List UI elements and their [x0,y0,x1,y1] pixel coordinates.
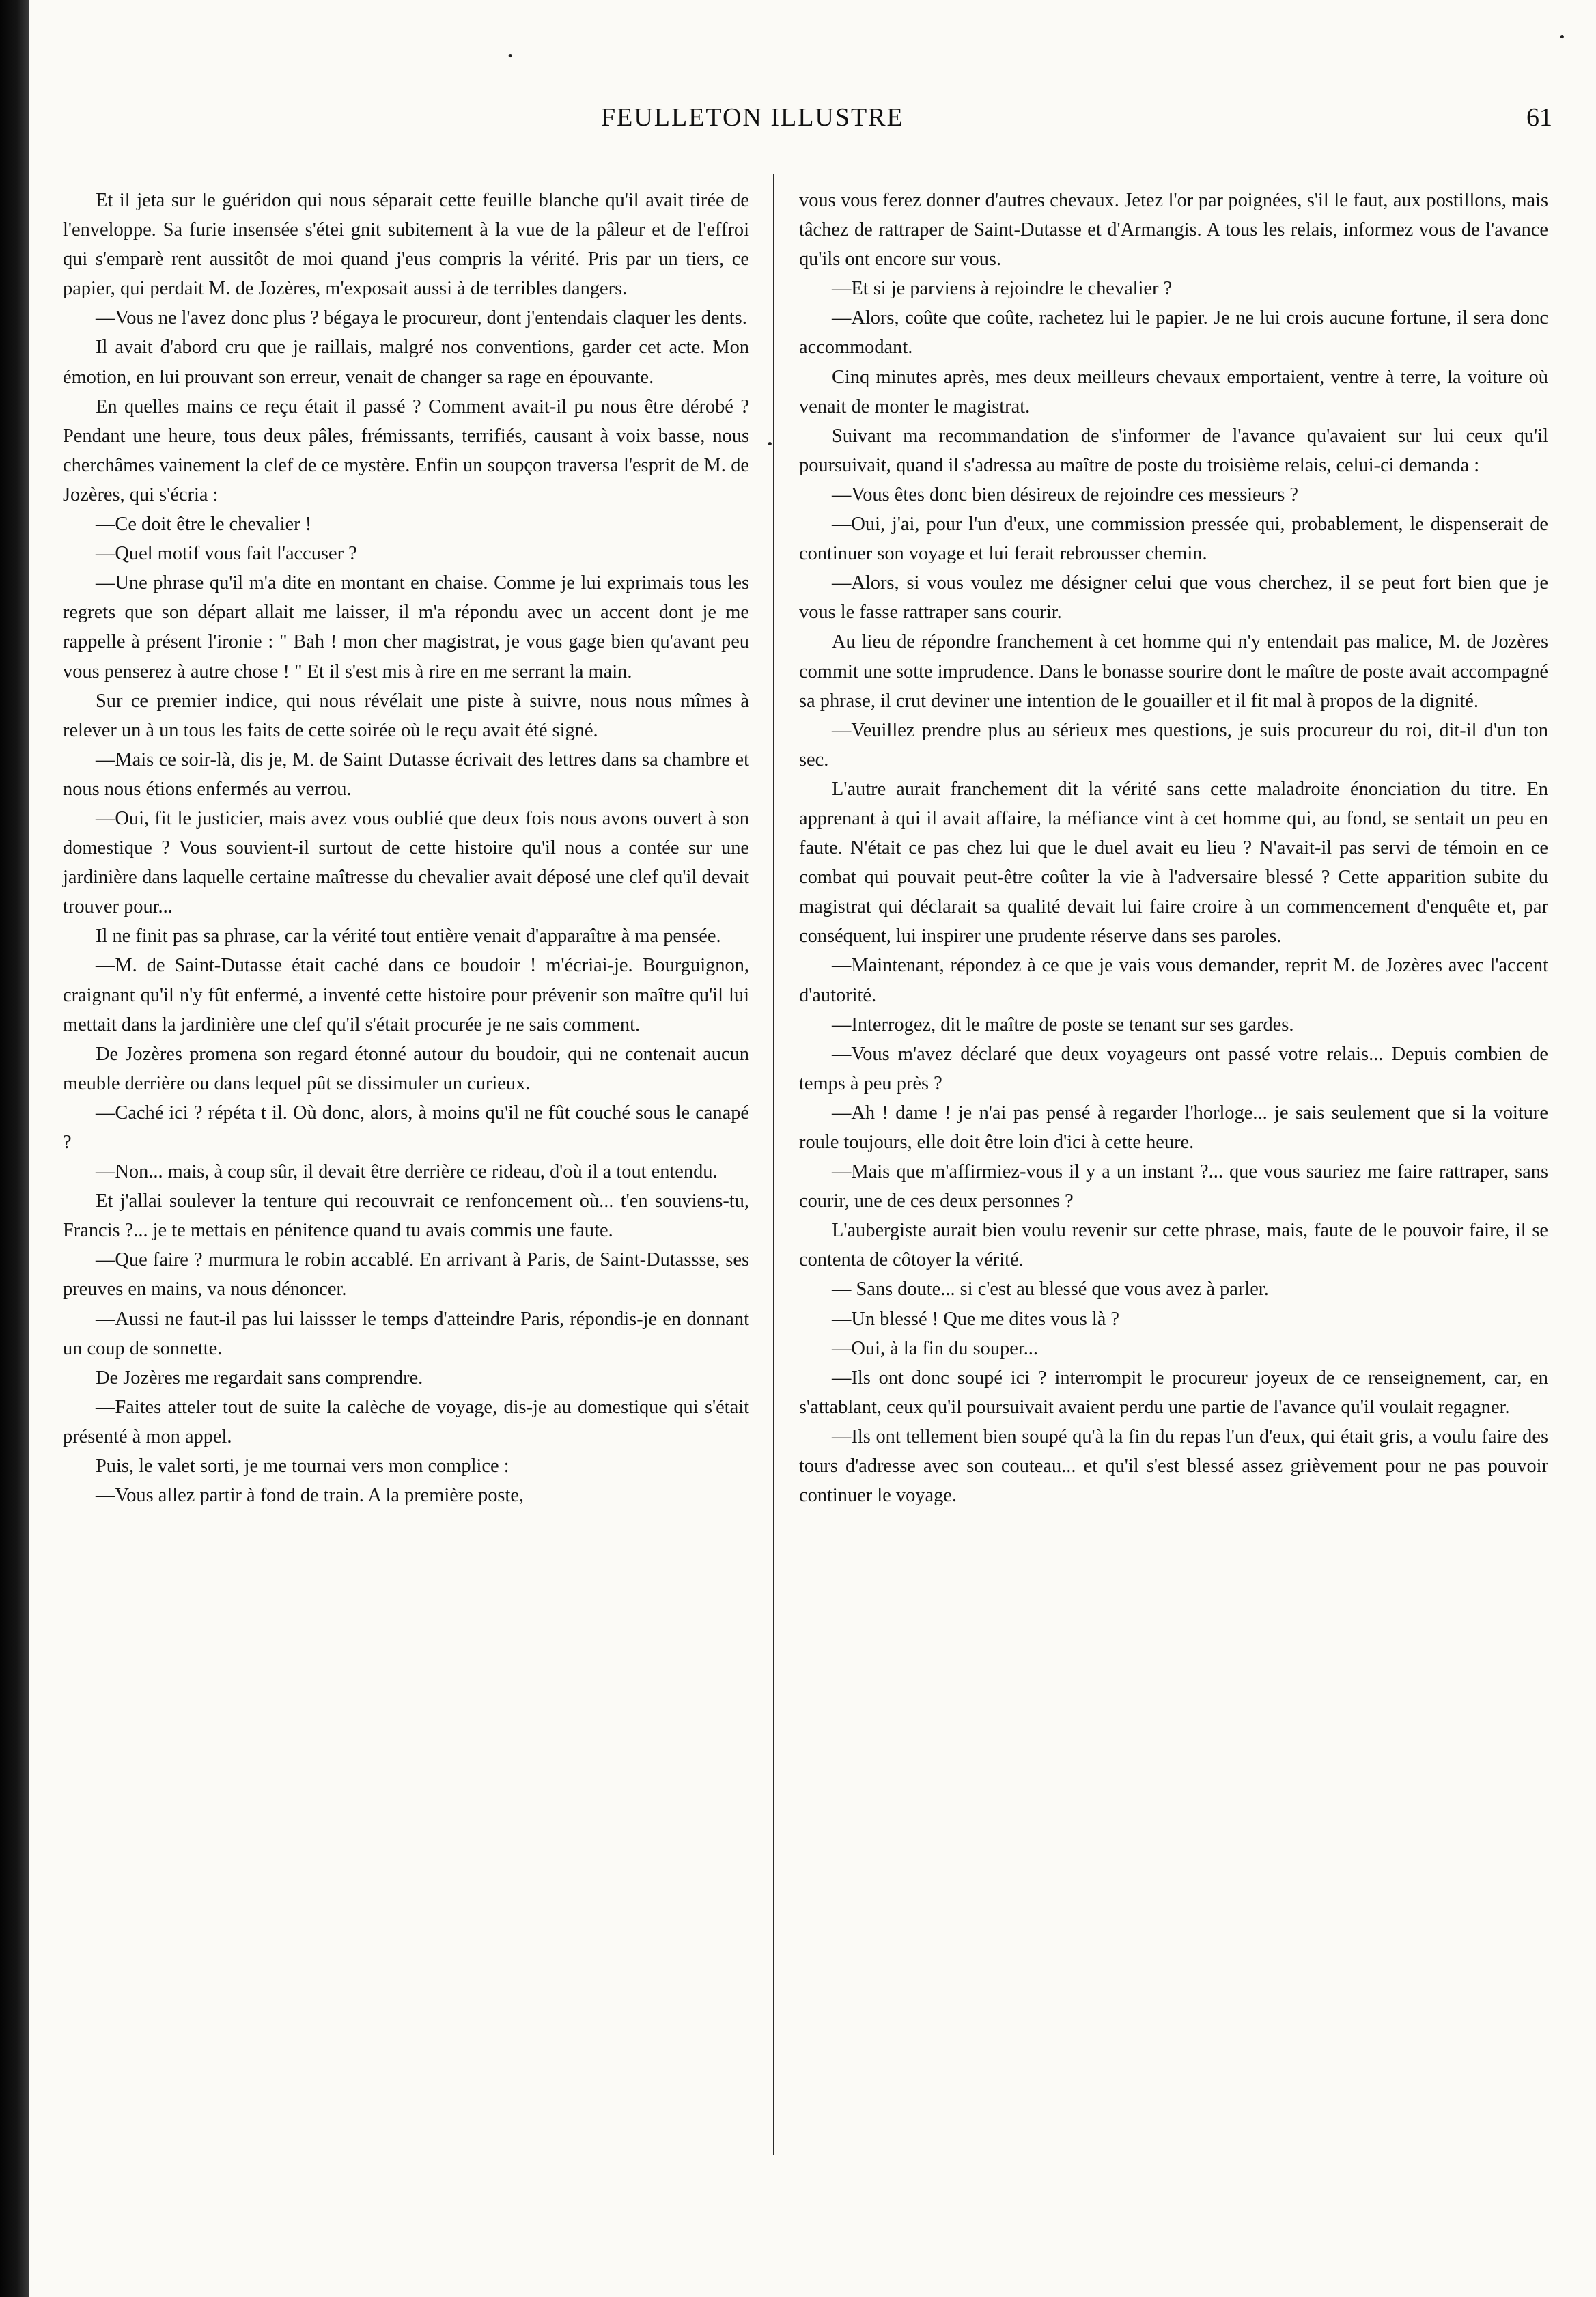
paragraph: Suivant ma recommandation de s'informer de l'avance qu'avaient sur lui ceux qu'il poursuivait, quand il s'adressa au maître de poste du troisième relais, celui-ci demanda : [799,425,1548,476]
paragraph: —Ils ont tellement bien soupé qu'à la fin du repas l'un d'eux, qui était gris, a voulu faire des tours d'adresse avec son couteau... et qu'il s'est blessé assez grièvement pour ne pas pouvoir continuer le voyage. [799,1425,1548,1507]
paragraph: —Vous êtes donc bien désireux de rejoindre ces messieurs ? [832,484,1299,505]
paragraph: —Ils ont donc soupé ici ? interrompit le procureur joyeux de ce renseignement, car, en s'attablant, ceux qu'il poursuivait avaient perdu une partie de l'avance qu'il voulait regagner. [799,1367,1548,1418]
page-number: 61 [1526,103,1552,132]
paragraph: Il avait d'abord cru que je raillais, malgré nos conventions, garder cet acte. Mon émotion, en lui prouvant son erreur, venait de changer sa rage en épouvante. [63,337,749,388]
paragraph: Et il jeta sur le guéridon qui nous séparait cette feuille blanche qu'il avait tirée de l'enveloppe. Sa furie insensée s'étei gnit subitement à la vue de la pâleur et de l'effroi qui s'emparè rent aussitôt de moi quand j'eus compris la vérité. Pris par un tiers, ce papier, qui perdait M. de Jozères, m'exposait aussi à de terribles dangers. [63,190,749,300]
paragraph: —Vous allez partir à fond de train. A la première poste, [96,1485,524,1507]
paragraph: L'aubergiste aurait bien voulu revenir sur cette phrase, mais, faute de le pouvoir faire, il se contenta de côtoyer la vérité. [799,1220,1548,1271]
paragraph: Sur ce premier indice, qui nous révélait une piste à suivre, nous nous mîmes à relever un à un tous les faits de cette soirée où le reçu avait été signé. [63,690,749,741]
print-mark: • [766,437,774,451]
paragraph: L'autre aurait franchement dit la vérité sans cette maladroite énonciation du titre. En apprenant à qui il avait affaire, la méfiance vint à cet homme qui, au fond, se sentait un peu en faute. N'était ce pas chez lui que le duel avait eu lieu ? N'avait-il pas servi de témoin en ce combat qui pouvait peut-être coûter la vie à l'adversaire blessé ? Cette apparition subite du magistrat qui déclarait sa qualité devait lui faire croire à un commencement d'enquête et, par conséquent, lui inspirer une prudente réserve dans ses paroles. [799,778,1548,947]
paragraph: —Une phrase qu'il m'a dite en montant en chaise. Comme je lui exprimais tous les regrets que son départ allait me laisser, il m'a répondu avec un accent dont je me rappelle à présent l'ironie : " Bah ! mon cher magistrat, je vous gage bien qu'avant peu vous penserez à autre chose ! " Et il s'est mis à rire en me serrant la main. [63,572,749,682]
page-header [0,102,1596,143]
column-divider [773,174,774,2155]
paragraph: — Sans doute... si c'est au blessé que vous avez à parler. [832,1279,1269,1300]
paragraph: De Jozères me regardait sans comprendre. [96,1367,423,1389]
paragraph: —Et si je parviens à rejoindre le chevalier ? [832,278,1173,300]
paragraph: Il ne finit pas sa phrase, car la vérité tout entière venait d'apparaître à ma pensée. [96,925,721,947]
running-title: FEULLETON ILLUSTRE [601,103,904,132]
paragraph: vous vous ferez donner d'autres chevaux. Jetez l'or par poignées, s'il le faut, aux postillons, mais tâchez de rattraper de Saint-Dutasse et d'Armangis. A tous les relais, informez vous de l'avance qu'ils ont encore sur vous. [799,190,1548,270]
paragraph: —Ah ! dame ! je n'ai pas pensé à regarder l'horloge... je sais seulement que si la voiture roule toujours, elle doit être loin d'ici à cette heure. [799,1102,1548,1153]
paragraph: —Mais que m'affirmiez-vous il y a un instant ?... que vous sauriez me faire rattraper, sans courir, une de ces deux personnes ? [799,1161,1548,1212]
right-column [799,186,1548,1510]
paragraph: —Vous m'avez déclaré que deux voyageurs ont passé votre relais... Depuis combien de temps à peu près ? [799,1043,1548,1094]
paragraph: —Quel motif vous fait l'accuser ? [96,543,357,565]
paragraph: —Maintenant, répondez à ce que je vais vous demander, reprit M. de Jozères avec l'accent d'autorité. [799,955,1548,1006]
paragraph: —Non... mais, à coup sûr, il devait être derrière ce rideau, d'où il a tout entendu. [96,1161,718,1183]
paragraph: —Mais ce soir-là, dis je, M. de Saint Dutasse écrivait des lettres dans sa chambre et nous nous étions enfermés au verrou. [63,749,749,800]
paragraph: —Vous ne l'avez donc plus ? bégaya le procureur, dont j'entendais claquer les dents. [96,307,747,329]
paragraph: —Un blessé ! Que me dites vous là ? [832,1308,1120,1330]
paragraph: —Oui, j'ai, pour l'un d'eux, une commission pressée qui, probablement, le dispenserait de continuer son voyage et lui ferait rebrousser chemin. [799,514,1548,565]
paragraph: —Caché ici ? répéta t il. Où donc, alors, à moins qu'il ne fût couché sous le canapé ? [63,1102,749,1153]
paragraph: En quelles mains ce reçu était il passé ? Comment avait-il pu nous être dérobé ? Pendant une heure, tous deux pâles, frémissants, terrifiés, causant à voix basse, nous cherchâmes vainement la clef de ce mystère. Enfin un soupçon traversa l'esprit de M. de Jozères, qui s'écria : [63,395,749,505]
paragraph: Et j'allai soulever la tenture qui recouvrait ce renfoncement où... t'en souviens-tu, Francis ?... je te mettais en pénitence quand tu avais commis une faute. [63,1191,749,1242]
paragraph: —Veuillez prendre plus au sérieux mes questions, je suis procureur du roi, dit-il d'un ton sec. [799,719,1548,770]
paragraph: —Aussi ne faut-il pas lui laissser le temps d'atteindre Paris, répondis-je en donnant un coup de sonnette. [63,1308,749,1359]
paragraph: —Ce doit être le chevalier ! [96,514,312,535]
paragraph: —Faites atteler tout de suite la calèche de voyage, dis-je au domestique qui s'était présenté à mon appel. [63,1396,749,1447]
paragraph: Cinq minutes après, mes deux meilleurs chevaux emportaient, ventre à terre, la voiture où venait de monter le magistrat. [799,366,1548,417]
paragraph: —Interrogez, dit le maître de poste se tenant sur ses gardes. [832,1014,1294,1035]
paragraph: Puis, le valet sorti, je me tournai vers mon complice : [96,1456,509,1477]
paragraph: —M. de Saint-Dutasse était caché dans ce boudoir ! m'écriai-je. Bourguignon, craignant qu'il n'y fût enfermé, a inventé cette histoire pour prévenir son maître qu'il lui mettait dans la jardinière une clef qu'il s'était procurée je ne sais comment. [63,955,749,1035]
paragraph: —Que faire ? murmura le robin accablé. En arrivant à Paris, de Saint-Dutassse, ses preuves en mains, va nous dénoncer. [63,1249,749,1300]
book-binding-edge [0,0,29,2297]
paragraph: —Alors, si vous voulez me désigner celui que vous cherchez, il se peut fort bien que je vous le fasse rattraper sans courir. [799,572,1548,624]
paragraph: Au lieu de répondre franchement à cet homme qui n'y entendait pas malice, M. de Jozères commit une sotte imprudence. Dans le bonasse sourire dont le maître de poste avait accompagné sa phrase, il crut deviner une intention de le gouailler et il fit mal à propos de la dignité. [799,631,1548,712]
left-column [63,186,749,1510]
print-mark: • [1558,30,1566,44]
paragraph: —Alors, coûte que coûte, rachetez lui le papier. Je ne lui crois aucune fortune, il sera donc accommodant. [799,307,1548,359]
print-mark: • [507,49,514,64]
paragraph: De Jozères promena son regard étonné autour du boudoir, qui ne contenait aucun meuble derrière ou dans lequel pût se dissimuler un curieux. [63,1043,749,1094]
paragraph: —Oui, fit le justicier, mais avez vous oublié que deux fois nous avons ouvert à son domestique ? Vous souvient-il surtout de cette histoire qu'il nous a contée sur une jardinière dans laquelle certaine maîtresse du chevalier avait déposé une clef qu'il devait trouver pour... [63,807,749,918]
paragraph: —Oui, à la fin du souper... [832,1337,1038,1359]
